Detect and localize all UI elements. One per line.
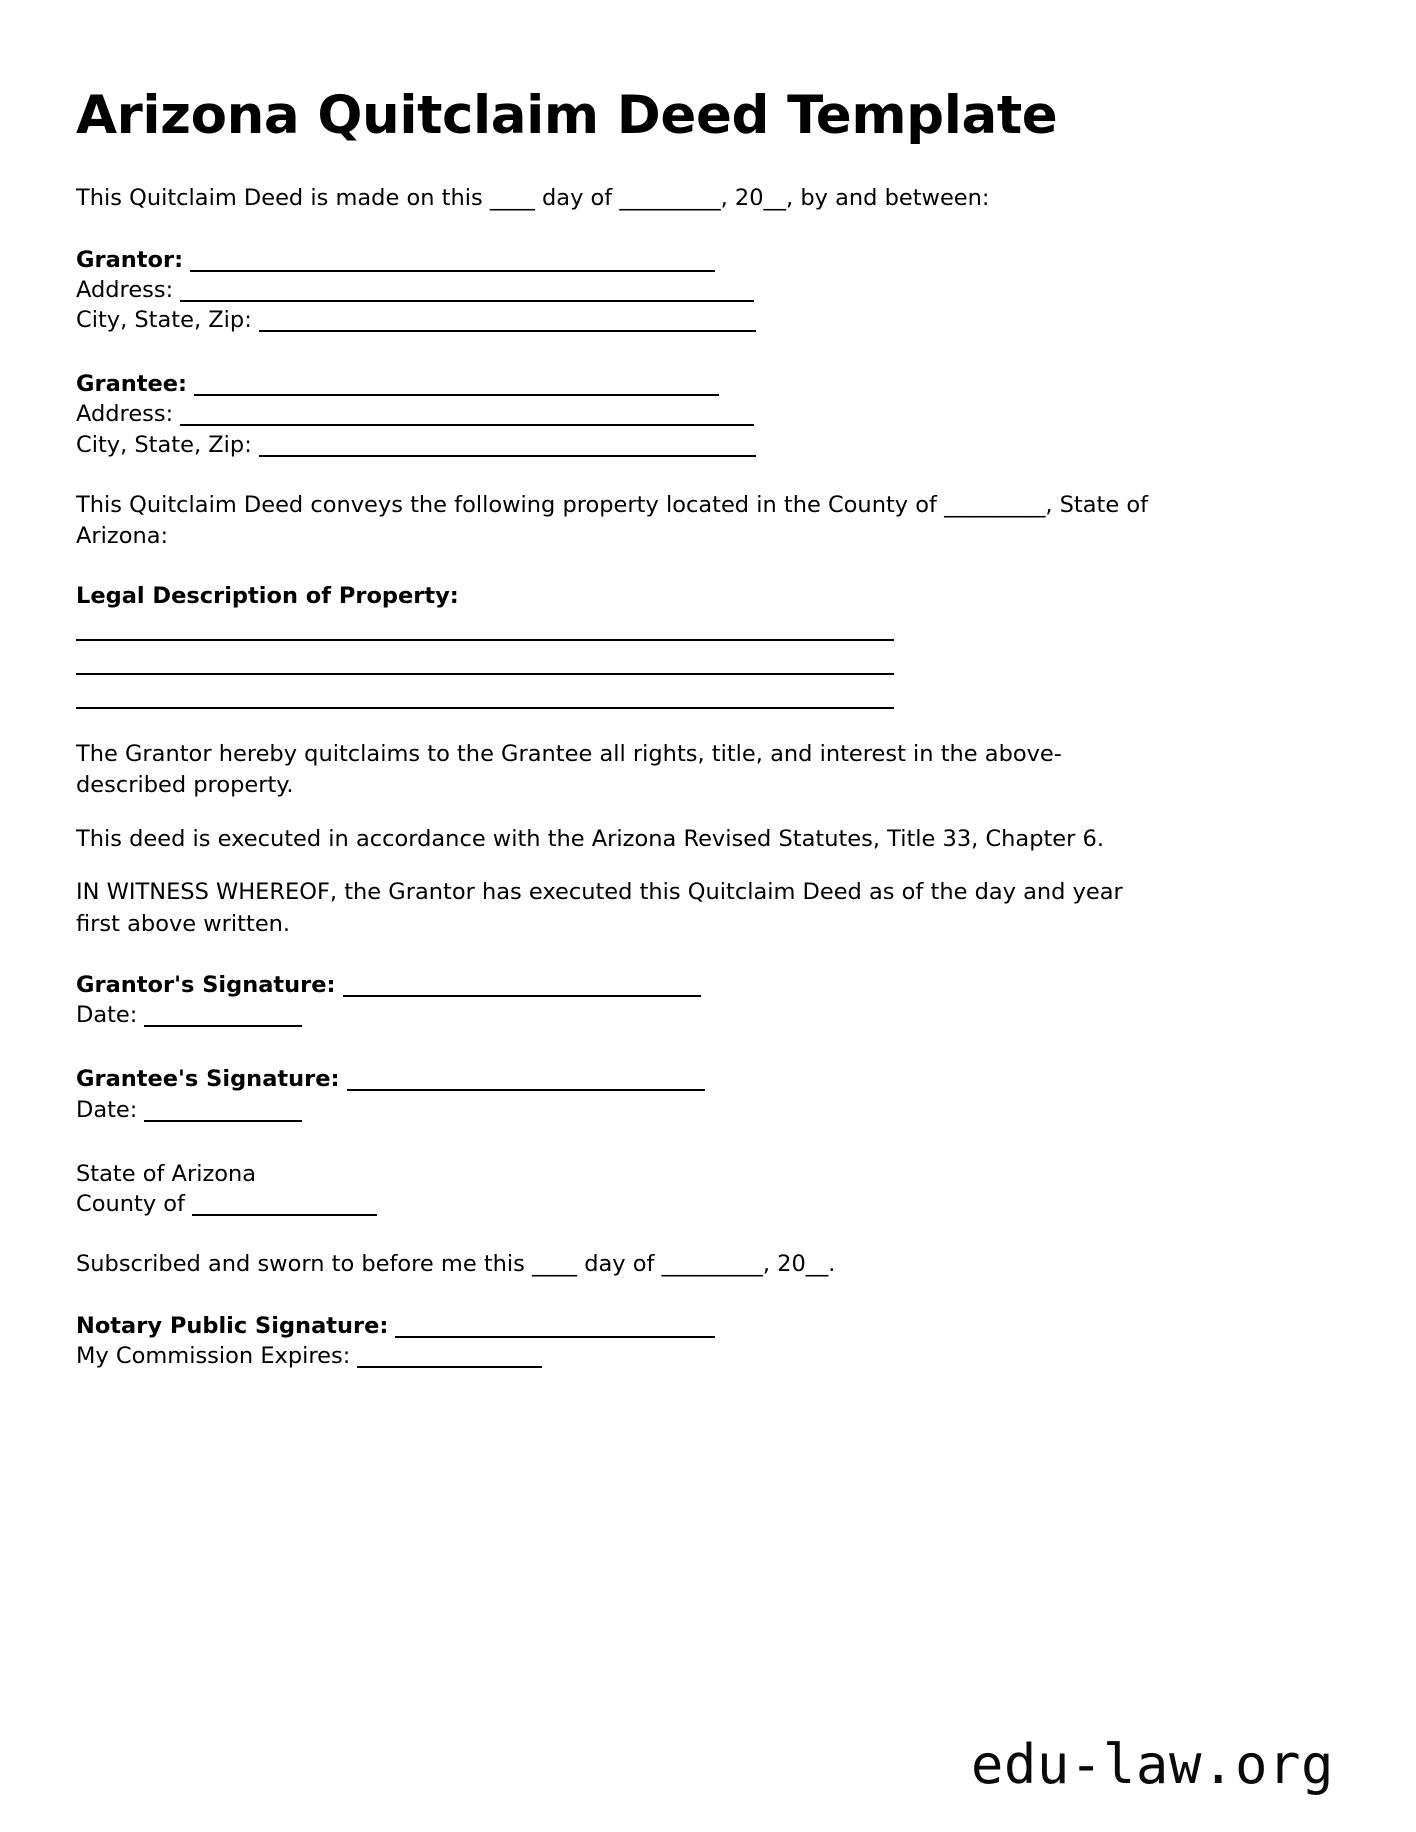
grantee-signature-fill-line[interactable] xyxy=(347,1089,705,1091)
grantee-signature-label: Grantee's Signature: xyxy=(76,1066,340,1093)
grantor-date-label: Date: xyxy=(76,1002,138,1029)
grantor-name-row xyxy=(76,245,1336,275)
grantee-date-fill-line[interactable] xyxy=(144,1120,302,1122)
footer-watermark: edu-law.org xyxy=(970,1733,1334,1796)
grantor-name-fill-line[interactable] xyxy=(190,270,715,272)
grantor-signature-fill-line[interactable] xyxy=(343,995,701,997)
grantee-date-label: Date: xyxy=(76,1096,138,1123)
notary-signature-row xyxy=(76,1311,1336,1341)
grantor-address-label: Address: xyxy=(76,277,174,303)
grantee-address-row xyxy=(76,399,1336,429)
legal-description-lines xyxy=(76,639,1336,709)
grantor-date-row xyxy=(76,1000,1336,1030)
grantee-address-label: Address: xyxy=(76,401,174,428)
intro-paragraph: This Quitclaim Deed is made on this ____ day of _________, 20__, by and between: xyxy=(76,185,990,212)
grantor-date-fill-line[interactable] xyxy=(144,1025,302,1027)
grantor-signature-row xyxy=(76,970,1336,1000)
notary-county-row xyxy=(76,1189,1336,1219)
statute-clause-paragraph: This deed is executed in accordance with the Arizona Revised Statutes, Title 33, Chapter 6. xyxy=(76,825,1105,852)
grantee-block xyxy=(76,369,1336,459)
grantor-city-state-zip-label: City, State, Zip: xyxy=(76,307,252,334)
quitclaim-clause-paragraph: The Grantor hereby quitclaims to the Grantee all rights, title, and interest in the above-described property. xyxy=(76,740,1062,799)
grantee-name-label: Grantee: xyxy=(76,371,188,398)
grantor-signature-label: Grantor's Signature: xyxy=(76,972,336,999)
grantor-name-label: Grantor: xyxy=(76,246,184,273)
grantee-city-state-zip-fill-line[interactable] xyxy=(259,455,756,457)
grantee-name-row xyxy=(76,369,1336,399)
page-title: Arizona Quitclaim Deed Template xyxy=(76,85,1058,146)
grantee-name-fill-line[interactable] xyxy=(194,394,719,396)
grantor-city-state-zip-row xyxy=(76,305,1336,335)
grantor-signature-block xyxy=(76,970,1336,1030)
grantee-city-state-zip-row xyxy=(76,430,1336,460)
commission-expires-row xyxy=(76,1341,1336,1371)
grantee-city-state-zip-label: City, State, Zip: xyxy=(76,431,252,458)
notary-county-label: County of xyxy=(76,1190,185,1217)
grantor-address-row xyxy=(76,275,1336,305)
grantor-address-fill-line[interactable] xyxy=(180,300,754,302)
notary-signature-fill-line[interactable] xyxy=(395,1336,715,1338)
commission-expires-fill-line[interactable] xyxy=(357,1366,542,1368)
grantee-signature-block xyxy=(76,1064,1336,1124)
notary-venue-block xyxy=(76,1159,1336,1219)
notary-signature-label: Notary Public Signature: xyxy=(76,1312,389,1339)
grantee-date-row xyxy=(76,1095,1336,1125)
grantor-block xyxy=(76,245,1336,335)
legal-description-heading: Legal Description of Property: xyxy=(76,582,459,609)
witness-clause-paragraph: IN WITNESS WHEREOF, the Grantor has executed this Quitclaim Deed as of the day and year first above written. xyxy=(76,879,1123,937)
commission-expires-label: My Commission Expires: xyxy=(76,1342,351,1369)
sworn-statement-paragraph: Subscribed and sworn to before me this ____ day of _________, 20__. xyxy=(76,1251,836,1278)
notary-signature-block xyxy=(76,1311,1336,1371)
notary-county-fill-line[interactable] xyxy=(192,1214,377,1216)
legal-description-fill-line-1[interactable] xyxy=(76,639,894,641)
legal-description-fill-line-2[interactable] xyxy=(76,673,894,675)
grantee-signature-row xyxy=(76,1064,1336,1094)
grantor-city-state-zip-fill-line[interactable] xyxy=(259,330,756,332)
grantee-address-fill-line[interactable] xyxy=(180,424,754,426)
notary-state-row: State of Arizona xyxy=(76,1160,257,1187)
conveyance-paragraph: This Quitclaim Deed conveys the following property located in the County of _________, State of Arizona: xyxy=(76,491,1149,550)
